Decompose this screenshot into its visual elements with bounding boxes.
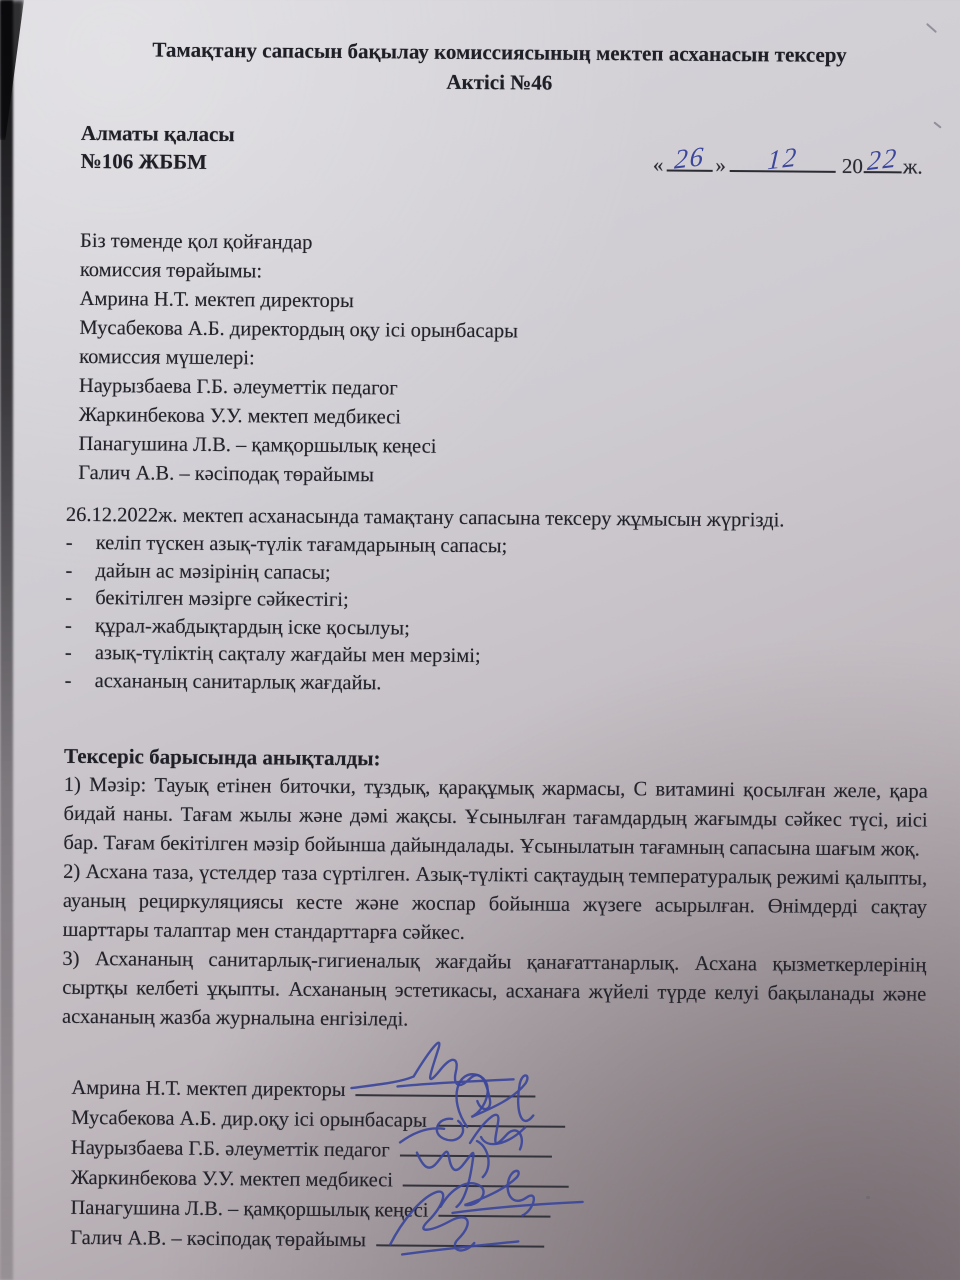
date-month-blank xyxy=(730,141,836,176)
document-title xyxy=(0,0,960,101)
intro-line: Біз төменде қол қойғандар xyxy=(80,229,313,254)
school-label: №106 ЖББМ xyxy=(80,148,208,174)
findings-paragraph-3: 3) Асхананың санитарлық-гигиеналық жағдайы қанағаттанарлық. Асхана қызметкерлерінің сыртқы келбеті ұқыпты. Асхананың эстетикасы, асханаға жүйелі түрде келуі бақыланады және асхананың жазба журналына енгізіледі. xyxy=(61,947,927,1031)
dash-bullet: - xyxy=(65,614,73,637)
intro-line: Наурызбаева Г.Б. әлеуметтік педагог xyxy=(78,374,398,400)
checklist-item-text: құрал-жабдықтардың іске қосылуы; xyxy=(95,614,410,640)
findings-paragraph-2: 2) Асхана таза, үстелдер таза сүртілген. Азық-түлікті сақтаудың температуралық режимі қалыпты, ауаның рециркуляциясы кесте және жоспар бойынша жүзеге асырылған. Өнімдерді сақтау шарттары талаптар мен стандарттарға сәйкес. xyxy=(62,860,928,944)
commission-list xyxy=(0,226,958,495)
city-label: Алматы қаласы xyxy=(80,120,235,147)
handwritten-day: 26 xyxy=(673,140,706,175)
findings-paragraph-1: 1) Мәзір: Тауық етінен биточки, тұздық, қарақұмық жармасы, С витамині қосылған желе, қара бидай наны. Тағам жылы және дәмі жақсы. Ұсынылған тағамдардың жағымды сәйкес түсі, иісі бар. Тағам бекітілген мәзір бойынша дайындалады. Ұсынылатын тағамның сапасына шағым жоқ. xyxy=(63,773,928,861)
photo-left-edge-shadow xyxy=(0,0,13,1280)
signature-ink xyxy=(362,1178,563,1264)
signature-label: Мусабекова А.Б. дир.оқу ісі орынбасары xyxy=(71,1106,427,1132)
inspection-checklist xyxy=(0,529,956,702)
date-open-quote: « xyxy=(652,152,664,177)
intro-line: комиссия төрайымы: xyxy=(79,258,263,283)
date-year-blank xyxy=(864,142,902,177)
inspection-lead: 26.12.2022ж. мектеп асханасында тамақтану сапасына тексеру жұмысын жүргізді. xyxy=(65,503,785,532)
findings-heading: Тексеріс барысында анықталды: xyxy=(63,743,381,771)
checklist-item-text: келіп түскен азық-түлік тағамдарының сапасы; xyxy=(95,532,508,558)
dash-bullet: - xyxy=(64,641,72,664)
signature-label: Галич А.В. – кәсіподақ төрайымы xyxy=(70,1226,366,1252)
date-suffix: ж. xyxy=(902,154,923,179)
date-year-printed: 20 xyxy=(841,153,864,179)
dash-bullet: - xyxy=(64,669,72,692)
checklist-item-text: азық-түліктің сақталу жағдайы мен мерзімі; xyxy=(94,642,481,668)
checklist-item xyxy=(65,667,955,701)
document-header xyxy=(0,118,959,182)
signature-label: Жаркинбекова У.У. мектеп медбикесі xyxy=(70,1166,394,1192)
pen-mark xyxy=(866,1196,870,1199)
checklist-item-text: дайын ас мәзірінің сапасы; xyxy=(95,559,331,584)
intro-line: комиссия мүшелері: xyxy=(79,345,255,370)
signature-label: Панагушина Л.В. – қамқоршылық кеңесі xyxy=(70,1196,429,1222)
document-title-line1: Тамақтану сапасын бақылау комиссиясының мектеп асханасын тексеру xyxy=(152,37,847,67)
dash-bullet: - xyxy=(65,559,73,582)
intro-line: Мусабекова А.Б. директордың оқу ісі орынбасары xyxy=(79,316,519,343)
date-close-quote: » xyxy=(715,152,727,177)
intro-line: Галич А.В. – кәсіподақ төрайымы xyxy=(78,461,375,487)
checklist-item-text: асхананың санитарлық жағдайы. xyxy=(94,669,382,694)
signature-row xyxy=(70,1226,950,1263)
signature-label: Амрина Н.Т. мектеп директоры xyxy=(71,1076,346,1102)
signature-label: Наурызбаева Г.Б. әлеуметтік педагог xyxy=(70,1136,390,1162)
dash-bullet: - xyxy=(65,586,73,609)
organization-block xyxy=(81,119,235,176)
intro-line: Жаркинбекова У.У. мектеп медбикесі xyxy=(78,403,402,429)
checklist-item-text: бекітілген мәзірге сәйкестігі; xyxy=(95,587,349,612)
intro-line: Амрина Н.Т. мектеп директоры xyxy=(79,287,354,313)
intro-line: Панагушина Л.В. – қамқоршылық кеңесі xyxy=(78,432,437,458)
signature-line xyxy=(376,1228,544,1247)
date-day-blank xyxy=(666,140,712,175)
handwritten-year: 22 xyxy=(866,142,900,177)
dash-bullet: - xyxy=(65,531,73,554)
date-line xyxy=(653,123,923,181)
signature-block xyxy=(0,1075,952,1263)
document-title-line2: Актісі №46 xyxy=(446,69,553,95)
handwritten-month: 12 xyxy=(766,141,800,176)
